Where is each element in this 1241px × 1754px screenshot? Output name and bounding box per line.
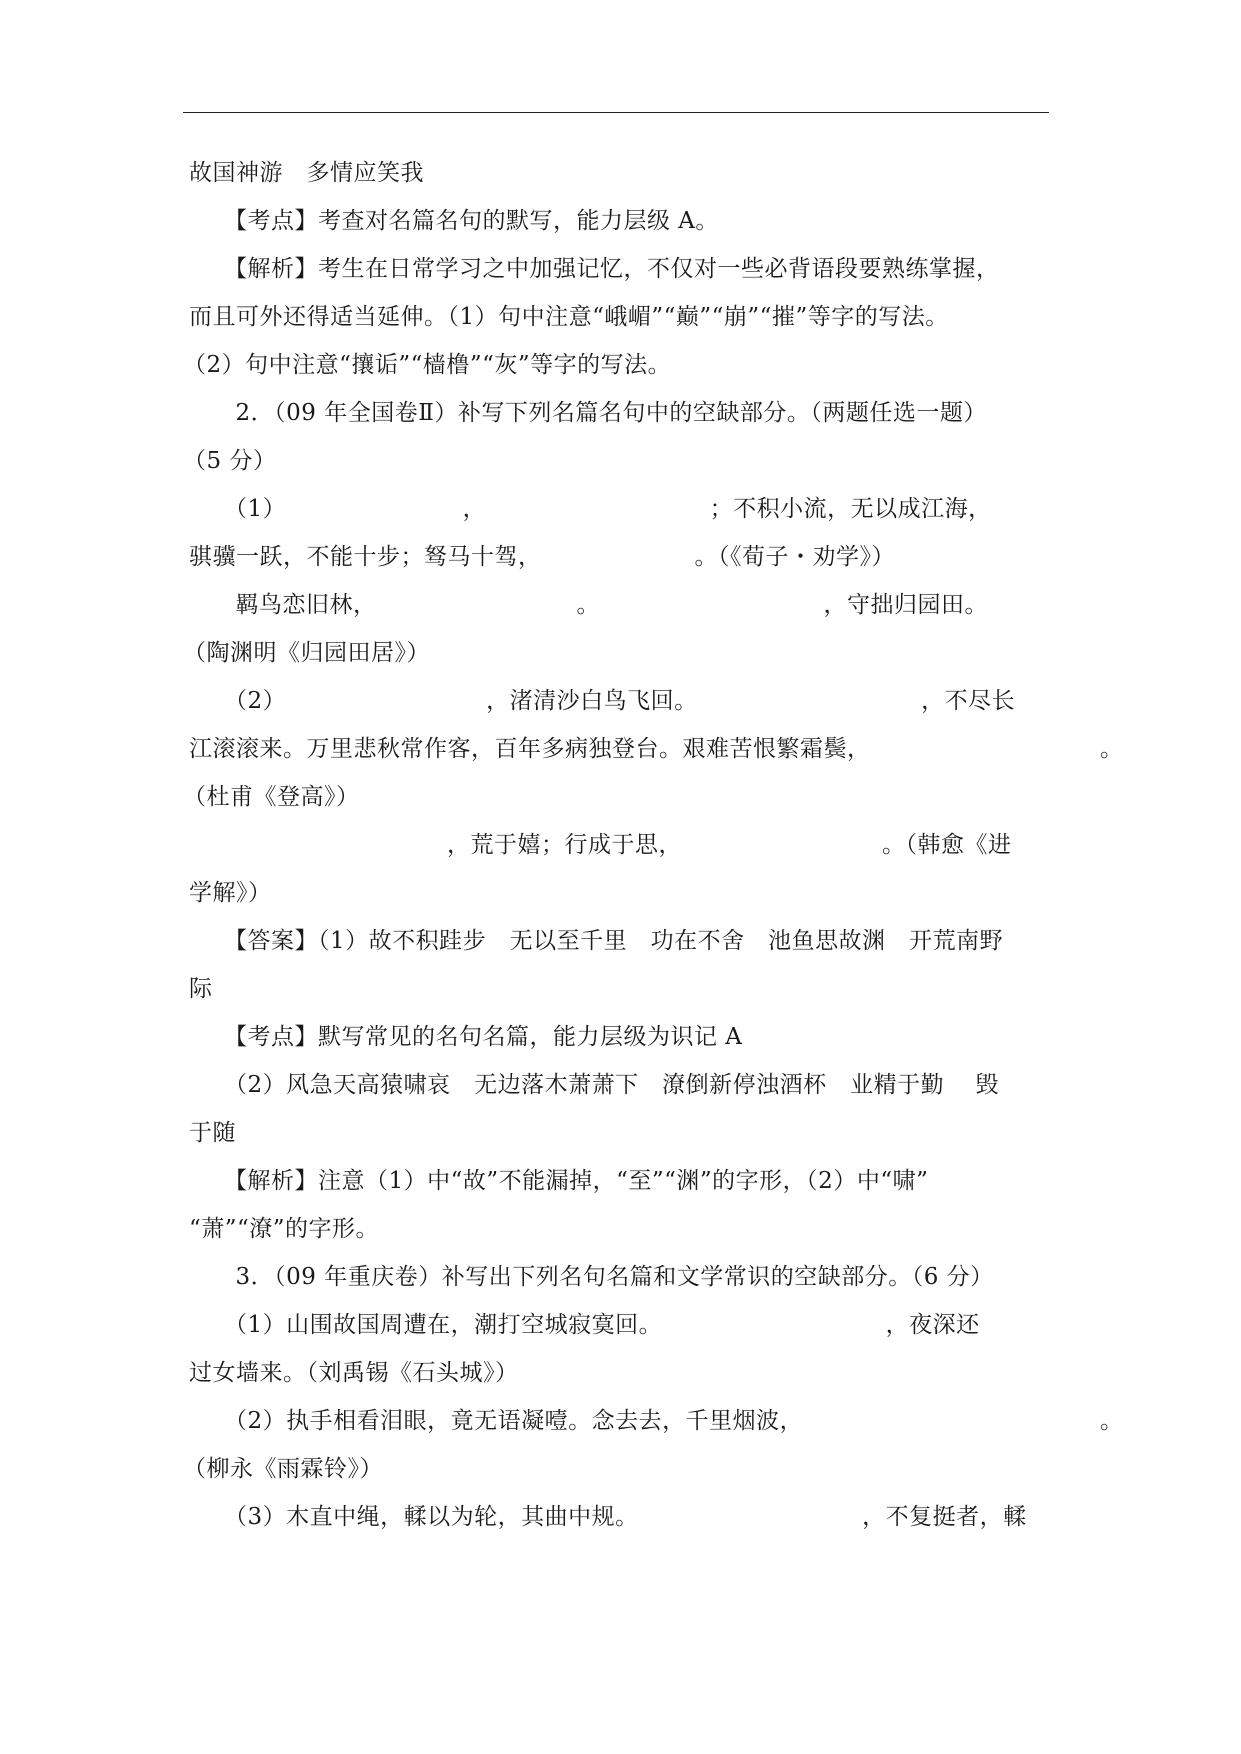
text-line-17: 【答案】（1）故不积跬步 无以至千里 功在不舍 池鱼思故渊 开荒南野	[212, 928, 1004, 954]
text-line-3: 【解析】考生在日常学习之中加强记忆，不仅对一些必背语段要熟练掌握，	[212, 256, 1000, 282]
text-line-1: 故国神游 多情应笑我	[189, 160, 424, 186]
text-line-13: 江滚滚来。万里悲秋常作客，百年多病独登台。艰难苦恨繁霜鬓，	[189, 736, 871, 762]
text-line-18: 际	[189, 976, 213, 1002]
text-line-13-end-mark: 。	[1100, 736, 1124, 762]
text-line-24: 3．（09 年重庆卷）补写出下列名句名篇和文学常识的空缺部分。（6 分）	[212, 1264, 994, 1290]
text-line-25: （1）山围故国周遭在，潮打空城寂寞回。 ，夜深还	[212, 1312, 980, 1338]
text-line-4: 而且可外还得适当延伸。（1）句中注意“峨嵋”“巅”“崩”“摧”等字的写法。	[189, 304, 949, 330]
text-line-16: 学解》）	[189, 880, 272, 906]
header-rule	[183, 112, 1049, 113]
text-line-7: （5 分）	[183, 448, 277, 474]
text-line-21: 于随	[189, 1120, 236, 1146]
text-line-10: 羁鸟恋旧林， 。 ，守拙归园田。	[212, 592, 988, 618]
text-line-20: （2）风急天高猿啸哀 无边落木萧萧下 潦倒新停浊酒杯 业精于勤 毁	[212, 1072, 999, 1098]
text-line-29: （3）木直中绳，輮以为轮，其曲中规。 ，不复挺者，輮	[212, 1504, 1027, 1530]
text-line-14: （杜甫《登高》）	[183, 784, 360, 810]
text-line-8: （1） ， ；不积小流，无以成江海，	[212, 496, 992, 522]
text-line-23: “萧”“潦”的字形。	[189, 1216, 380, 1242]
text-line-15: ，荒于嬉；行成于思， 。（韩愈《进	[212, 832, 1012, 858]
text-line-22: 【解析】注意（1）中“故”不能漏掉，“至”“渊”的字形，（2）中“啸”	[212, 1168, 929, 1194]
text-line-28: （柳永《雨霖铃》）	[183, 1456, 383, 1482]
text-line-26: 过女墙来。（刘禹锡《石头城》）	[189, 1360, 519, 1386]
text-line-5: （2）句中注意“攘诟”“樯橹”“灰”等字的写法。	[183, 352, 672, 378]
text-line-9: 骐骥一跃，不能十步；驽马十驾， 。（《荀子・劝学》）	[189, 544, 895, 570]
text-line-11: （陶渊明《归园田居》）	[183, 640, 430, 666]
text-line-6: 2．（09 年全国卷Ⅱ）补写下列名篇名句中的空缺部分。（两题任选一题）	[212, 400, 987, 426]
text-line-27-end-mark: 。	[1100, 1408, 1124, 1434]
text-line-12: （2） ，渚清沙白鸟飞回。 ，不尽长	[212, 688, 1016, 714]
text-line-27: （2）执手相看泪眼，竟无语凝噎。念去去，千里烟波，	[212, 1408, 804, 1434]
text-line-2: 【考点】考查对名篇名句的默写，能力层级 A。	[212, 208, 719, 234]
text-line-19: 【考点】默写常见的名句名篇，能力层级为识记 A	[212, 1024, 743, 1050]
